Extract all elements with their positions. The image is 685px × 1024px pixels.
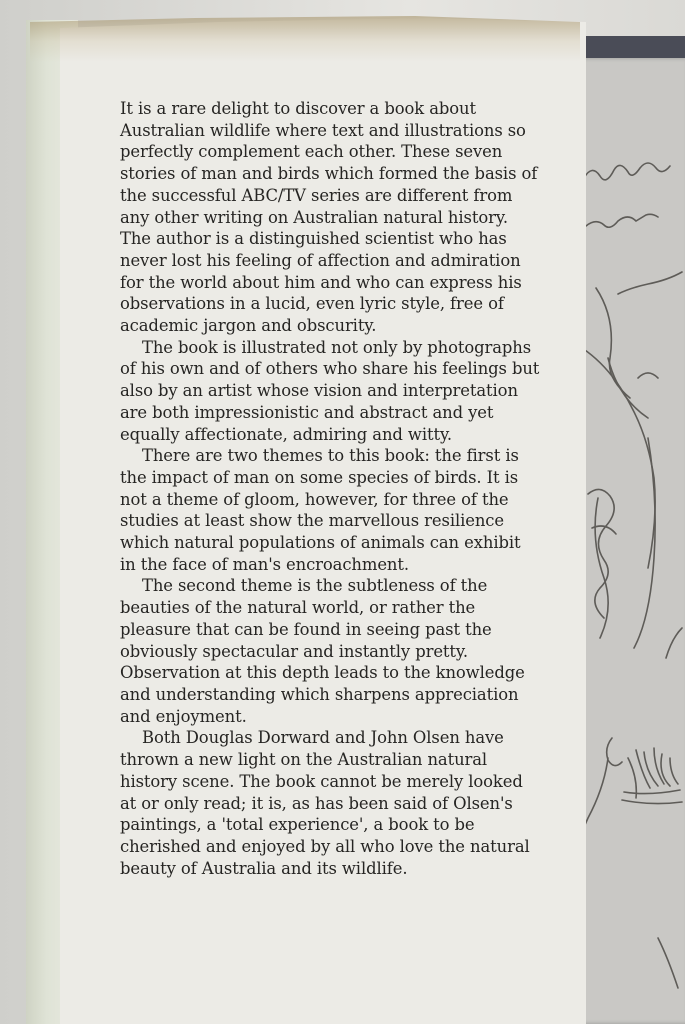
blurb-paragraph: It is a rare delight to discover a book about Australian wildlife where text and illustrations so perfectly complement each other. These seven stories of man and birds which formed the basis of the successful ABC/TV series are different from any other writing on Australian natural history. The author is a distinguished scientist who has never lost his feeling of affection and admiration for the world about him and who can express his observations in a lucid, even lyric style, free of academic jargon and obscurity. [120,99,538,336]
sketch-illustration-icon [578,58,685,1024]
paper-stain [30,16,580,62]
blurb-paragraph: There are two themes to this book: the first is the impact of man on some species of birds. It is not a theme of gloom, however, for three of the studies at least show the marvellous resilience which natural populations of animals can exhibit in the face of man's encroachment. [120,446,521,574]
blurb-paragraph: The book is illustrated not only by photographs of his own and of others who share his feelings but also by an artist whose vision and interpretation are both impressionistic and abstract and yet equally affectionate, admiring and witty. [120,337,540,444]
book-board-illustration [578,58,685,1024]
flap-blurb [120,98,540,879]
blurb-paragraph: The second theme is the subtleness of the beauties of the natural world, or rather the pleasure that can be found in seeing past the obviously spectacular and instantly pretty. Observation at this depth leads to the knowledge and understanding which sharpens appreciation and enjoyment. [120,576,525,726]
blurb-paragraph: Both Douglas Dorward and John Olsen have thrown a new light on the Australian natural history scene. The book cannot be merely looked at or only read; it is, as has been said of Olsen's paintings, a 'total experience', a book to be cherished and enjoyed by all who love the natural beauty of Australia and its wildlife. [120,728,530,878]
